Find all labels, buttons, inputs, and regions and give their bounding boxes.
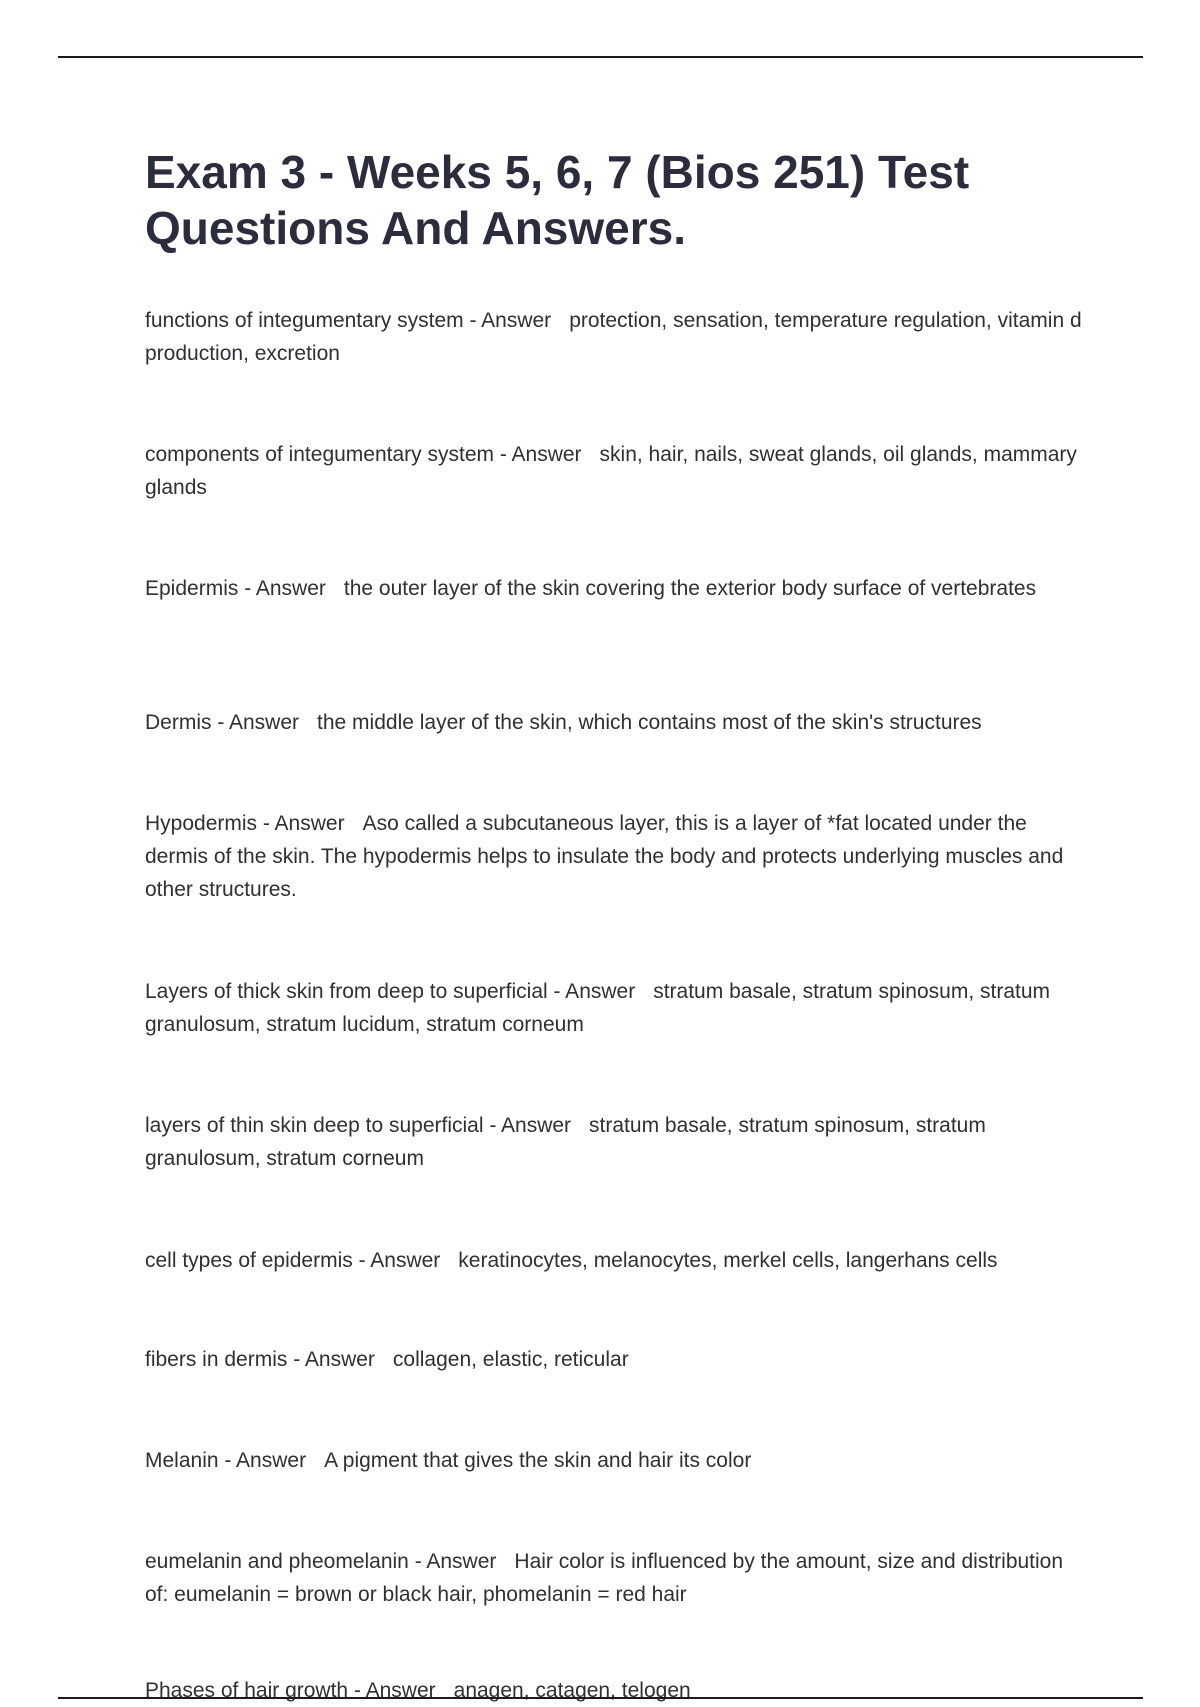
qa-item <box>145 1444 1085 1477</box>
qa-answer: the middle layer of the skin, which contains most of the skin's structures <box>317 711 982 734</box>
qa-item <box>145 1109 1085 1175</box>
document-header <box>145 144 1085 256</box>
qa-item <box>145 807 1085 906</box>
qa-term: fibers in dermis - Answer <box>145 1348 375 1371</box>
qa-answer: protection, sensation, temperature regulation, vitamin d production, excretion <box>145 309 1082 365</box>
qa-item <box>145 1343 1085 1376</box>
qa-item <box>145 1244 1085 1277</box>
qa-item <box>145 1674 1085 1707</box>
qa-term: components of integumentary system - Answer <box>145 443 582 466</box>
qa-item <box>145 706 1085 739</box>
qa-answer: skin, hair, nails, sweat glands, oil glands, mammary glands <box>145 443 1077 499</box>
page-title: Exam 3 - Weeks 5, 6, 7 (Bios 251) Test Questions And Answers. <box>145 146 970 254</box>
bottom-rule <box>58 1697 1143 1699</box>
qa-item <box>145 1545 1085 1611</box>
qa-term: layers of thin skin deep to superficial - Answer <box>145 1114 572 1137</box>
qa-item <box>145 975 1085 1041</box>
qa-term: Layers of thick skin from deep to superficial - Answer <box>145 980 636 1003</box>
qa-term: Dermis - Answer <box>145 711 300 734</box>
qa-term: Melanin - Answer <box>145 1449 307 1472</box>
qa-item <box>145 572 1085 605</box>
qa-item <box>145 304 1085 370</box>
qa-answer: Aso called a subcutaneous layer, this is a layer of *fat located under the dermis of the skin. The hypodermis helps to insulate the body and protects underlying muscles and other structures. <box>145 812 1064 901</box>
top-rule <box>58 56 1143 58</box>
qa-answer: Hair color is influenced by the amount, size and distribution of: eumelanin = brown or black hair, phomelanin = red hair <box>145 1550 1064 1606</box>
qa-answer: stratum basale, stratum spinosum, stratum granulosum, stratum corneum <box>145 1114 986 1170</box>
qa-term: functions of integumentary system - Answer <box>145 309 552 332</box>
qa-answer: stratum basale, stratum spinosum, stratum granulosum, stratum lucidum, stratum corneum <box>145 980 1051 1036</box>
qa-answer: keratinocytes, melanocytes, merkel cells, langerhans cells <box>458 1249 998 1272</box>
qa-answer: collagen, elastic, reticular <box>392 1348 629 1371</box>
qa-term: Hypodermis - Answer <box>145 812 345 835</box>
qa-answer: A pigment that gives the skin and hair its color <box>324 1449 752 1472</box>
qa-term: Epidermis - Answer <box>145 577 326 600</box>
qa-answer: the outer layer of the skin covering the exterior body surface of vertebrates <box>343 577 1037 600</box>
qa-term: Phases of hair growth - Answer <box>145 1679 436 1702</box>
qa-item <box>145 438 1085 504</box>
qa-term: cell types of epidermis - Answer <box>145 1249 441 1272</box>
qa-term: eumelanin and pheomelanin - Answer <box>145 1550 497 1573</box>
qa-answer: anagen, catagen, telogen <box>453 1679 691 1702</box>
